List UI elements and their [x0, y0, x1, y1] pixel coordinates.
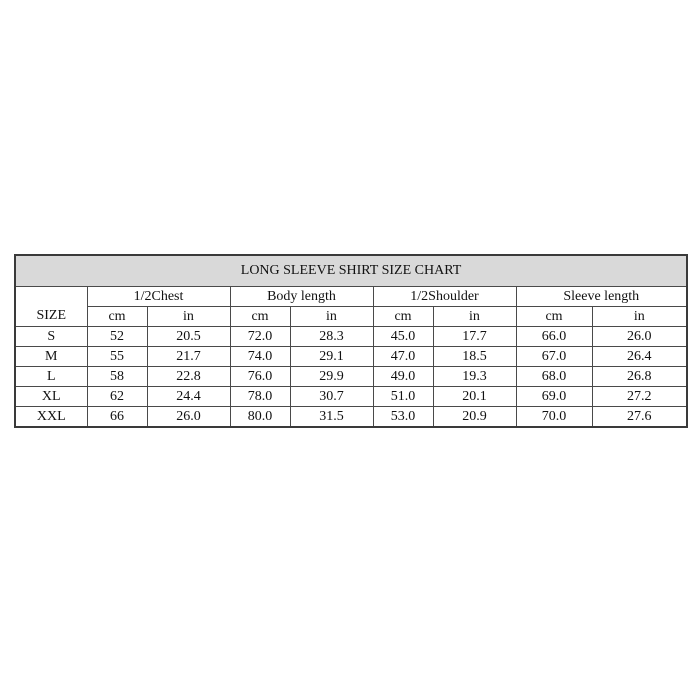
body-length-cm: 76.0 [230, 367, 290, 387]
body-length-cm: 78.0 [230, 387, 290, 407]
unit-in: in [290, 307, 373, 327]
shoulder-cm: 53.0 [373, 407, 433, 428]
unit-in: in [433, 307, 516, 327]
chest-in: 26.0 [147, 407, 230, 428]
chest-in: 20.5 [147, 327, 230, 347]
body-length-in: 29.1 [290, 347, 373, 367]
group-header-shoulder: 1/2Shoulder [373, 287, 516, 307]
sleeve-length-in: 27.6 [592, 407, 687, 428]
chest-cm: 55 [87, 347, 147, 367]
group-header-chest: 1/2Chest [87, 287, 230, 307]
shoulder-in: 19.3 [433, 367, 516, 387]
size-header: SIZE [15, 307, 87, 327]
sleeve-length-in: 27.2 [592, 387, 687, 407]
sleeve-length-cm: 66.0 [516, 327, 592, 347]
sleeve-length-cm: 67.0 [516, 347, 592, 367]
sleeve-length-cm: 69.0 [516, 387, 592, 407]
unit-cm: cm [516, 307, 592, 327]
sleeve-length-cm: 68.0 [516, 367, 592, 387]
unit-in: in [592, 307, 687, 327]
size-chart-table [14, 254, 688, 428]
body-length-cm: 74.0 [230, 347, 290, 367]
chest-in: 24.4 [147, 387, 230, 407]
shoulder-cm: 47.0 [373, 347, 433, 367]
chest-cm: 62 [87, 387, 147, 407]
size-label: M [15, 347, 87, 367]
shoulder-cm: 49.0 [373, 367, 433, 387]
chest-cm: 66 [87, 407, 147, 428]
unit-header-row [15, 307, 687, 327]
body-length-in: 31.5 [290, 407, 373, 428]
sleeve-length-cm: 70.0 [516, 407, 592, 428]
body-length-in: 30.7 [290, 387, 373, 407]
group-header-body-length: Body length [230, 287, 373, 307]
chest-in: 21.7 [147, 347, 230, 367]
shoulder-in: 17.7 [433, 327, 516, 347]
group-header-sleeve-length: Sleeve length [516, 287, 687, 307]
sleeve-length-in: 26.8 [592, 367, 687, 387]
corner-cell [15, 287, 87, 307]
unit-cm: cm [373, 307, 433, 327]
table-row [15, 367, 687, 387]
shoulder-cm: 51.0 [373, 387, 433, 407]
size-label: L [15, 367, 87, 387]
table-row [15, 387, 687, 407]
chest-cm: 58 [87, 367, 147, 387]
shoulder-in: 20.1 [433, 387, 516, 407]
size-label: XXL [15, 407, 87, 428]
body-length-in: 29.9 [290, 367, 373, 387]
size-label: XL [15, 387, 87, 407]
unit-in: in [147, 307, 230, 327]
sleeve-length-in: 26.4 [592, 347, 687, 367]
group-header-row [15, 287, 687, 307]
body-length-cm: 80.0 [230, 407, 290, 428]
sleeve-length-in: 26.0 [592, 327, 687, 347]
chart-title: LONG SLEEVE SHIRT SIZE CHART [15, 255, 687, 287]
body-length-in: 28.3 [290, 327, 373, 347]
chest-cm: 52 [87, 327, 147, 347]
table-row [15, 347, 687, 367]
unit-cm: cm [87, 307, 147, 327]
unit-cm: cm [230, 307, 290, 327]
body-length-cm: 72.0 [230, 327, 290, 347]
table-row [15, 327, 687, 347]
shoulder-cm: 45.0 [373, 327, 433, 347]
shoulder-in: 20.9 [433, 407, 516, 428]
chest-in: 22.8 [147, 367, 230, 387]
table-row [15, 407, 687, 428]
size-label: S [15, 327, 87, 347]
size-chart [14, 254, 686, 428]
shoulder-in: 18.5 [433, 347, 516, 367]
